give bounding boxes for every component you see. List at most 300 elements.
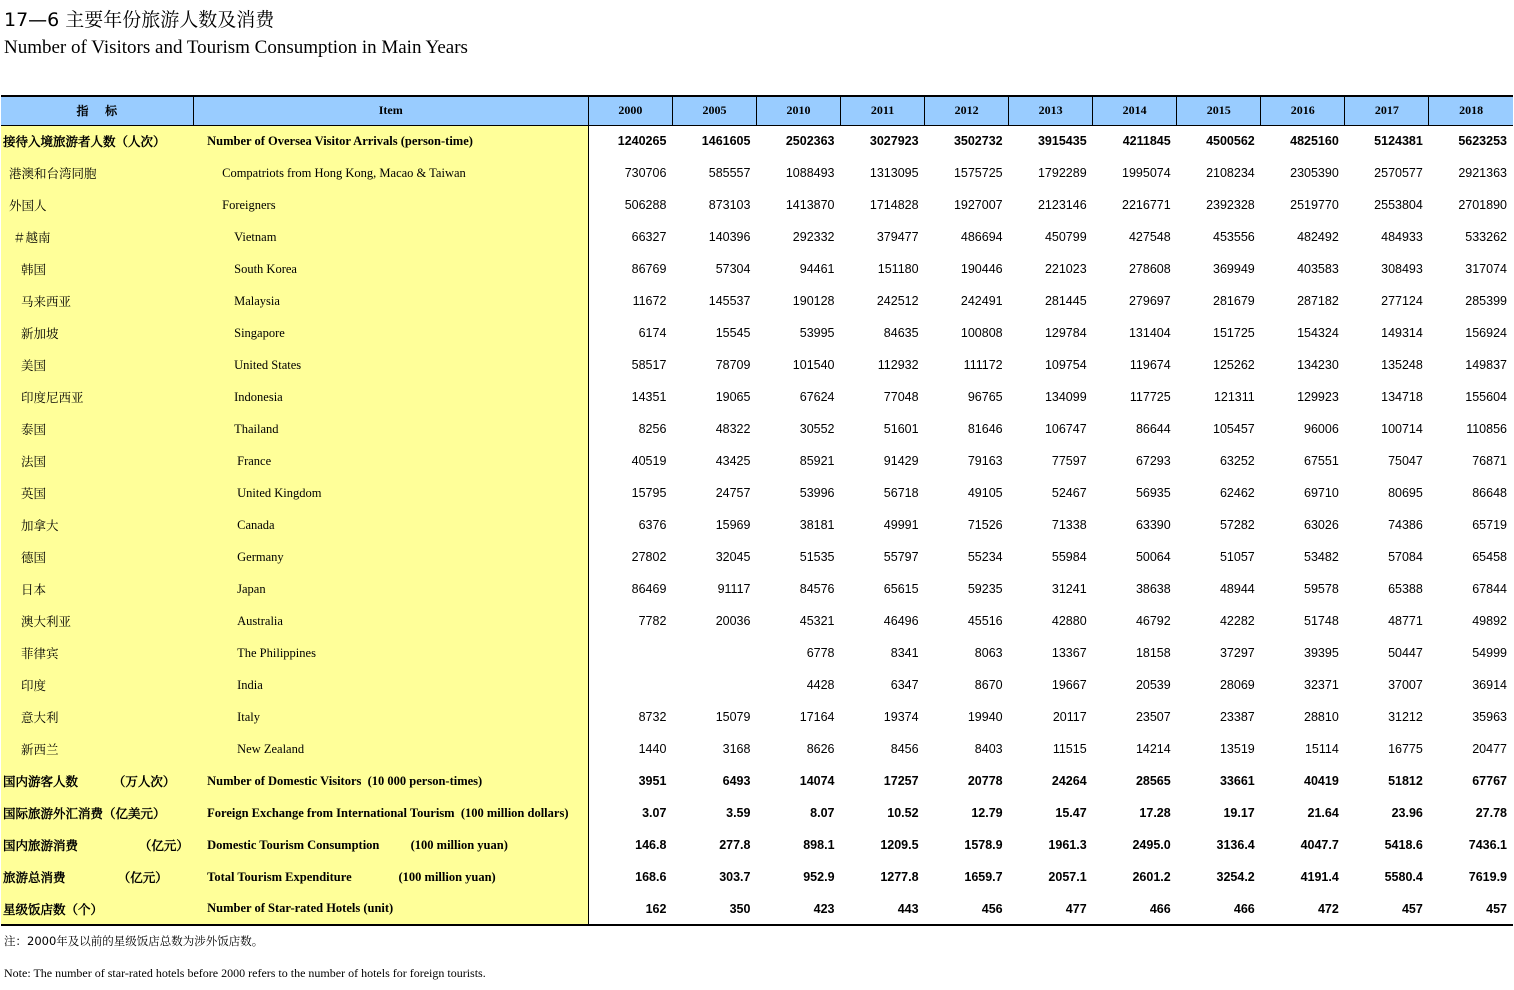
cell-value: 86648 xyxy=(1472,486,1507,500)
cell-value: 1659.7 xyxy=(964,870,1003,884)
cell-value: 279697 xyxy=(1128,294,1171,308)
cell-value: 2057.1 xyxy=(1048,870,1087,884)
cell-value: 96006 xyxy=(1304,422,1339,436)
cell-value: 23507 xyxy=(1135,710,1171,724)
cell-value: 7436.1 xyxy=(1468,838,1507,852)
row-label-cn: 新加坡 xyxy=(1,317,193,349)
cell-value: 1792289 xyxy=(1037,166,1087,180)
table-row xyxy=(1,829,1513,861)
cell-value: 53482 xyxy=(1304,550,1339,564)
cell-value: 65719 xyxy=(1472,518,1507,532)
cell-value: 121311 xyxy=(1213,390,1255,404)
cell-value: 86469 xyxy=(631,582,667,596)
cell-value: 100714 xyxy=(1381,422,1423,436)
cell-value: 78709 xyxy=(715,358,751,372)
table-row xyxy=(1,893,1513,925)
row-label-cn: 意大利 xyxy=(1,701,193,733)
column-header-indicator: 指 标 xyxy=(1,96,193,125)
cell-value: 149314 xyxy=(1381,326,1423,340)
cell-value: 112932 xyxy=(877,358,919,372)
cell-value: 48322 xyxy=(715,422,751,436)
cell-value: 129784 xyxy=(1044,326,1087,340)
table-row xyxy=(1,605,1513,637)
cell-value: 27802 xyxy=(631,550,667,564)
cell-value: 8063 xyxy=(974,646,1003,660)
column-header-year: 2000 xyxy=(588,96,672,125)
row-label-cn: 英国 xyxy=(1,477,193,509)
page-title-en: Number of Visitors and Tourism Consumption in Main Years xyxy=(4,37,468,58)
cell-value: 28810 xyxy=(1304,710,1339,724)
cell-value: 67624 xyxy=(799,390,835,404)
row-label-en: India xyxy=(193,669,588,701)
cell-value: 19.17 xyxy=(1223,806,1255,820)
cell-value: 100808 xyxy=(960,326,1003,340)
cell-value: 190446 xyxy=(960,262,1003,276)
cell-value: 1209.5 xyxy=(880,838,919,852)
cell-value: 75047 xyxy=(1388,454,1423,468)
row-label-cn: 菲律宾 xyxy=(1,637,193,669)
cell-value: 2123146 xyxy=(1037,198,1087,212)
cell-value: 45516 xyxy=(967,614,1003,628)
cell-value: 71526 xyxy=(967,518,1003,532)
cell-value: 42880 xyxy=(1051,614,1087,628)
cell-value: 50447 xyxy=(1388,646,1423,660)
cell-value: 63026 xyxy=(1304,518,1339,532)
cell-value: 8403 xyxy=(974,742,1003,756)
cell-value: 119674 xyxy=(1129,358,1171,372)
cell-value: 48944 xyxy=(1219,582,1255,596)
cell-value: 3915435 xyxy=(1037,134,1087,149)
cell-value: 2701890 xyxy=(1458,198,1507,212)
cell-value: 1927007 xyxy=(953,198,1003,212)
cell-value: 63252 xyxy=(1219,454,1255,468)
cell-value: 35963 xyxy=(1472,710,1507,724)
cell-value: 443 xyxy=(841,893,925,925)
column-header-year: 2016 xyxy=(1261,96,1345,125)
table-row xyxy=(1,381,1513,413)
row-label-en: Foreign Exchange from International Tourism (100 million dollars) xyxy=(193,797,588,829)
row-label-cn: 日本 xyxy=(1,573,193,605)
row-label-cn: 加拿大 xyxy=(1,509,193,541)
row-label-en: Thailand xyxy=(193,413,588,445)
cell-value: 482492 xyxy=(1297,230,1339,244)
cell-value: 379477 xyxy=(876,230,919,244)
cell-value: 20036 xyxy=(715,614,751,628)
cell-value: 67844 xyxy=(1472,582,1507,596)
cell-value: 69710 xyxy=(1304,486,1339,500)
cell-value: 146.8 xyxy=(635,838,667,852)
cell-value: 13519 xyxy=(1219,742,1255,756)
cell-value: 1313095 xyxy=(869,166,919,180)
cell-value: 1461605 xyxy=(701,134,751,149)
cell-value: 1575725 xyxy=(953,166,1003,180)
row-label-en: Malaysia xyxy=(193,285,588,317)
cell-value: 2921363 xyxy=(1458,166,1507,180)
cell-value: 6778 xyxy=(806,646,835,660)
footnote-en: Note: The number of star-rated hotels before 2000 refers to the number of hotels for foreign tourists. xyxy=(4,966,486,980)
cell-value: 10.52 xyxy=(887,806,919,820)
cell-value: 20778 xyxy=(967,774,1003,788)
cell-value: 2519770 xyxy=(1290,198,1339,212)
cell-value: 281445 xyxy=(1044,294,1087,308)
cell-value: 49892 xyxy=(1472,614,1507,628)
table-row xyxy=(1,445,1513,477)
cell-value: 486694 xyxy=(960,230,1003,244)
cell-value: 1440 xyxy=(638,742,667,756)
column-header-year: 2005 xyxy=(672,96,756,125)
cell-value: 77597 xyxy=(1051,454,1087,468)
cell-value: 49105 xyxy=(967,486,1003,500)
cell-value: 8732 xyxy=(638,710,667,724)
cell-value: 17257 xyxy=(883,774,919,788)
cell-value: 155604 xyxy=(1465,390,1507,404)
cell-value: 57304 xyxy=(715,262,751,276)
cell-value: 117725 xyxy=(1129,390,1171,404)
row-label-cn: 旅游总消费 （亿元） xyxy=(1,861,193,893)
column-header-year: 2013 xyxy=(1009,96,1093,125)
cell-value: 6174 xyxy=(638,326,667,340)
cell-value: 2392328 xyxy=(1206,198,1255,212)
cell-value: 466 xyxy=(1177,893,1261,925)
cell-value: 5623253 xyxy=(1458,134,1507,149)
footnote-cn: 注：2000年及以前的星级饭店总数为涉外饭店数。 xyxy=(4,934,264,948)
cell-value xyxy=(672,669,756,701)
cell-value: 18158 xyxy=(1135,646,1171,660)
cell-value: 1088493 xyxy=(785,166,835,180)
cell-value: 3951 xyxy=(638,774,667,788)
cell-value: 80695 xyxy=(1388,486,1423,500)
cell-value: 3136.4 xyxy=(1216,838,1255,852)
cell-value: 110856 xyxy=(1466,422,1507,436)
cell-value xyxy=(588,637,672,669)
cell-value: 457 xyxy=(1345,893,1429,925)
row-label-en: Number of Oversea Visitor Arrivals (person-time) xyxy=(193,125,588,157)
cell-value: 51535 xyxy=(799,550,835,564)
cell-value: 952.9 xyxy=(803,870,835,884)
cell-value: 5124381 xyxy=(1374,134,1423,149)
row-label-cn: 泰国 xyxy=(1,413,193,445)
cell-value: 221023 xyxy=(1044,262,1087,276)
cell-value: 484933 xyxy=(1381,230,1423,244)
cell-value: 453556 xyxy=(1213,230,1255,244)
cell-value: 168.6 xyxy=(635,870,667,884)
cell-value: 19065 xyxy=(715,390,751,404)
table-row xyxy=(1,701,1513,733)
cell-value: 53995 xyxy=(799,326,835,340)
column-header-year: 2017 xyxy=(1345,96,1429,125)
cell-value: 32045 xyxy=(715,550,751,564)
table-row xyxy=(1,477,1513,509)
cell-value: 38181 xyxy=(799,518,835,532)
cell-value: 873103 xyxy=(708,198,751,212)
cell-value: 53996 xyxy=(799,486,835,500)
cell-value: 4825160 xyxy=(1290,134,1339,149)
table-row xyxy=(1,797,1513,829)
cell-value: 48771 xyxy=(1388,614,1423,628)
cell-value: 23.96 xyxy=(1391,806,1423,820)
row-label-cn: 印度尼西亚 xyxy=(1,381,193,413)
row-label-cn: 法国 xyxy=(1,445,193,477)
cell-value: 46792 xyxy=(1135,614,1171,628)
row-label-en: The Philippines xyxy=(193,637,588,669)
cell-value: 17164 xyxy=(799,710,835,724)
cell-value: 3.07 xyxy=(642,806,667,820)
cell-value: 1578.9 xyxy=(964,838,1003,852)
cell-value: 15.47 xyxy=(1055,806,1087,820)
row-label-en: France xyxy=(193,445,588,477)
cell-value: 51812 xyxy=(1388,774,1423,788)
cell-value: 308493 xyxy=(1381,262,1423,276)
cell-value: 31241 xyxy=(1051,582,1087,596)
cell-value: 134718 xyxy=(1381,390,1423,404)
cell-value xyxy=(672,637,756,669)
column-header-year: 2012 xyxy=(925,96,1009,125)
cell-value: 46496 xyxy=(883,614,919,628)
table-row xyxy=(1,509,1513,541)
cell-value: 20539 xyxy=(1135,678,1171,692)
cell-value: 450799 xyxy=(1044,230,1087,244)
cell-value: 140396 xyxy=(708,230,751,244)
cell-value: 67767 xyxy=(1472,774,1507,788)
cell-value: 1714828 xyxy=(869,198,919,212)
cell-value: 66327 xyxy=(631,230,667,244)
cell-value: 49991 xyxy=(883,518,919,532)
cell-value: 4500562 xyxy=(1206,134,1255,149)
cell-value: 6376 xyxy=(638,518,667,532)
cell-value: 145537 xyxy=(708,294,751,308)
cell-value: 91117 xyxy=(717,582,751,596)
row-label-en: Indonesia xyxy=(193,381,588,413)
cell-value: 2570577 xyxy=(1374,166,1423,180)
cell-value: 242512 xyxy=(876,294,919,308)
cell-value: 129923 xyxy=(1297,390,1339,404)
table-row xyxy=(1,413,1513,445)
cell-value: 65388 xyxy=(1388,582,1423,596)
table-row xyxy=(1,221,1513,253)
cell-value: 2495.0 xyxy=(1132,838,1171,852)
tourism-data-table xyxy=(1,95,1513,926)
row-label-cn: 接待入境旅游者人数（人次） xyxy=(1,125,193,157)
cell-value: 79163 xyxy=(967,454,1003,468)
cell-value: 12.79 xyxy=(971,806,1003,820)
cell-value: 190128 xyxy=(792,294,835,308)
cell-value: 96765 xyxy=(967,390,1003,404)
cell-value: 277.8 xyxy=(719,838,751,852)
cell-value: 45321 xyxy=(799,614,835,628)
table-row xyxy=(1,733,1513,765)
row-label-cn: 美国 xyxy=(1,349,193,381)
row-label-cn: 国内游客人数 （万人次） xyxy=(1,765,193,797)
cell-value: 39395 xyxy=(1304,646,1339,660)
cell-value: 67551 xyxy=(1304,454,1339,468)
cell-value: 15545 xyxy=(715,326,751,340)
row-label-en: Number of Star-rated Hotels (unit) xyxy=(193,893,588,925)
table-row xyxy=(1,253,1513,285)
cell-value: 4047.7 xyxy=(1300,838,1339,852)
cell-value: 242491 xyxy=(960,294,1003,308)
row-label-cn: ＃越南 xyxy=(1,221,193,253)
cell-value: 7619.9 xyxy=(1468,870,1507,884)
cell-value: 65615 xyxy=(883,582,919,596)
cell-value: 278608 xyxy=(1128,262,1171,276)
cell-value: 36914 xyxy=(1472,678,1507,692)
cell-value: 8626 xyxy=(806,742,835,756)
cell-value: 74386 xyxy=(1388,518,1423,532)
table-row xyxy=(1,157,1513,189)
row-label-en: Singapore xyxy=(193,317,588,349)
cell-value: 40419 xyxy=(1304,774,1339,788)
cell-value: 4191.4 xyxy=(1300,870,1339,884)
cell-value: 3502732 xyxy=(953,134,1003,149)
cell-value: 3254.2 xyxy=(1216,870,1255,884)
row-label-en: United Kingdom xyxy=(193,477,588,509)
cell-value: 350 xyxy=(672,893,756,925)
table-row xyxy=(1,637,1513,669)
cell-value: 86644 xyxy=(1135,422,1171,436)
cell-value: 31212 xyxy=(1388,710,1423,724)
cell-value: 8670 xyxy=(974,678,1003,692)
cell-value: 57084 xyxy=(1388,550,1423,564)
cell-value: 81646 xyxy=(967,422,1003,436)
cell-value: 427548 xyxy=(1128,230,1171,244)
table-row xyxy=(1,125,1513,157)
cell-value: 730706 xyxy=(624,166,667,180)
cell-value: 285399 xyxy=(1465,294,1507,308)
cell-value: 37297 xyxy=(1219,646,1255,660)
cell-value: 2305390 xyxy=(1290,166,1339,180)
cell-value: 43425 xyxy=(715,454,751,468)
cell-value: 58517 xyxy=(631,358,667,372)
cell-value: 84635 xyxy=(883,326,919,340)
cell-value: 86769 xyxy=(631,262,667,276)
cell-value: 135248 xyxy=(1381,358,1423,372)
cell-value: 33661 xyxy=(1219,774,1255,788)
cell-value: 16775 xyxy=(1388,742,1423,756)
row-label-cn: 国内旅游消费 （亿元） xyxy=(1,829,193,861)
table-row xyxy=(1,317,1513,349)
page-title-cn: 17—6 主要年份旅游人数及消费 xyxy=(4,9,275,31)
row-label-en: Germany xyxy=(193,541,588,573)
cell-value: 21.64 xyxy=(1307,806,1339,820)
column-header-year: 2011 xyxy=(841,96,925,125)
cell-value: 8456 xyxy=(890,742,919,756)
cell-value: 111172 xyxy=(963,358,1003,372)
cell-value: 5418.6 xyxy=(1384,838,1423,852)
cell-value: 898.1 xyxy=(803,838,835,852)
cell-value: 506288 xyxy=(624,198,667,212)
cell-value xyxy=(588,669,672,701)
cell-value: 94461 xyxy=(799,262,835,276)
cell-value: 2108234 xyxy=(1206,166,1255,180)
cell-value: 149837 xyxy=(1465,358,1507,372)
cell-value: 51601 xyxy=(883,422,919,436)
cell-value: 4428 xyxy=(806,678,835,692)
row-label-en: Foreigners xyxy=(193,189,588,221)
cell-value: 125262 xyxy=(1213,358,1255,372)
row-label-en: United States xyxy=(193,349,588,381)
cell-value: 15795 xyxy=(631,486,667,500)
cell-value: 109754 xyxy=(1044,358,1087,372)
cell-value: 24264 xyxy=(1051,774,1087,788)
cell-value: 19374 xyxy=(883,710,919,724)
row-label-en: Italy xyxy=(193,701,588,733)
cell-value: 472 xyxy=(1261,893,1345,925)
row-label-en: Japan xyxy=(193,573,588,605)
cell-value: 13367 xyxy=(1051,646,1087,660)
table-body xyxy=(1,125,1513,925)
cell-value: 2502363 xyxy=(785,134,835,149)
cell-value: 7782 xyxy=(638,614,667,628)
cell-value: 55234 xyxy=(967,550,1003,564)
cell-value: 403583 xyxy=(1297,262,1339,276)
cell-value: 151180 xyxy=(877,262,919,276)
row-label-cn: 国际旅游外汇消费（亿美元） xyxy=(1,797,193,829)
cell-value: 40519 xyxy=(631,454,667,468)
cell-value: 42282 xyxy=(1219,614,1255,628)
table-row xyxy=(1,765,1513,797)
cell-value: 55984 xyxy=(1051,550,1087,564)
row-label-en: Compatriots from Hong Kong, Macao & Taiwan xyxy=(193,157,588,189)
cell-value: 5580.4 xyxy=(1384,870,1423,884)
cell-value: 1995074 xyxy=(1122,166,1171,180)
cell-value: 27.78 xyxy=(1475,806,1507,820)
cell-value: 77048 xyxy=(883,390,919,404)
cell-value: 14351 xyxy=(631,390,667,404)
row-label-en: Australia xyxy=(193,605,588,637)
cell-value: 59235 xyxy=(967,582,1003,596)
table-row xyxy=(1,285,1513,317)
cell-value: 106747 xyxy=(1044,422,1087,436)
cell-value: 19940 xyxy=(967,710,1003,724)
column-header-item: Item xyxy=(193,96,588,125)
cell-value: 131404 xyxy=(1128,326,1171,340)
cell-value: 292332 xyxy=(792,230,835,244)
cell-value: 2216771 xyxy=(1122,198,1171,212)
cell-value: 134230 xyxy=(1297,358,1339,372)
cell-value: 84576 xyxy=(799,582,835,596)
cell-value: 67293 xyxy=(1135,454,1171,468)
cell-value: 59578 xyxy=(1304,582,1339,596)
cell-value: 57282 xyxy=(1219,518,1255,532)
cell-value: 15079 xyxy=(715,710,751,724)
cell-value: 101540 xyxy=(792,358,835,372)
cell-value: 533262 xyxy=(1465,230,1507,244)
row-label-cn: 马来西亚 xyxy=(1,285,193,317)
cell-value: 15114 xyxy=(1304,742,1339,756)
cell-value: 76871 xyxy=(1472,454,1507,468)
column-header-year: 2010 xyxy=(756,96,840,125)
cell-value: 52467 xyxy=(1051,486,1087,500)
cell-value: 477 xyxy=(1009,893,1093,925)
cell-value: 3168 xyxy=(722,742,751,756)
row-label-en: Total Tourism Expenditure (100 million yuan) xyxy=(193,861,588,893)
cell-value: 14214 xyxy=(1135,742,1171,756)
row-label-en: Vietnam xyxy=(193,221,588,253)
cell-value: 6347 xyxy=(890,678,919,692)
cell-value: 3.59 xyxy=(726,806,751,820)
cell-value: 51748 xyxy=(1304,614,1339,628)
cell-value: 1961.3 xyxy=(1048,838,1087,852)
cell-value: 20477 xyxy=(1472,742,1507,756)
cell-value: 303.7 xyxy=(719,870,751,884)
cell-value: 162 xyxy=(588,893,672,925)
cell-value: 28069 xyxy=(1219,678,1255,692)
cell-value: 457 xyxy=(1429,893,1513,925)
cell-value: 8341 xyxy=(890,646,919,660)
cell-value: 91429 xyxy=(883,454,919,468)
cell-value: 11515 xyxy=(1052,742,1087,756)
cell-value: 281679 xyxy=(1213,294,1255,308)
